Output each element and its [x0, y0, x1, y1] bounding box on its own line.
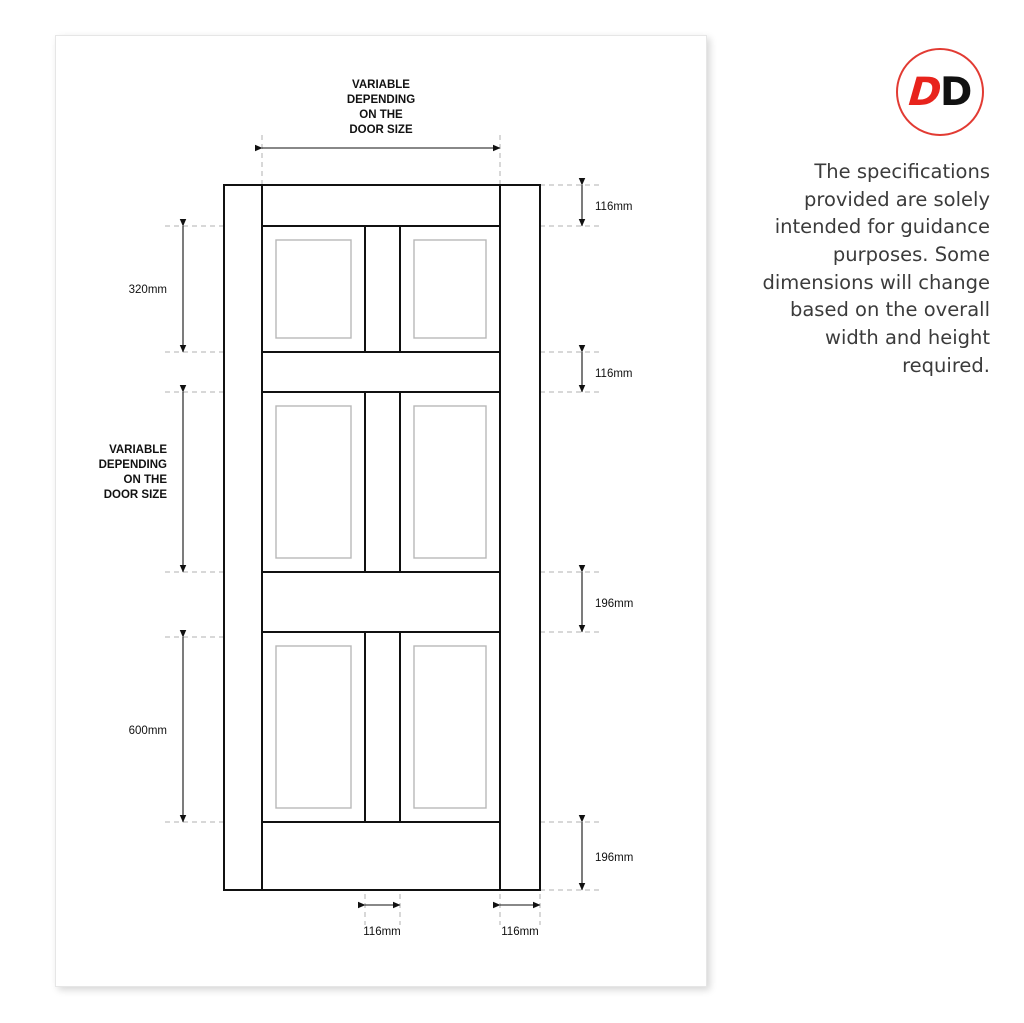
label-mid-rail-upper: 116mm — [595, 368, 633, 380]
label-muntin-width: 116mm — [363, 926, 401, 938]
label-top-rail: 116mm — [595, 201, 633, 213]
top-variable-line-1: VARIABLE — [352, 79, 410, 91]
specification-notice: The specifications provided are solely intended for guidance purposes. Some dimensions will change based on the overall width and height required. — [762, 160, 990, 377]
label-lower-panel-height: 600mm — [128, 725, 167, 737]
left-variable-label — [99, 444, 168, 501]
door-outer-frame — [224, 185, 540, 890]
label-bottom-rail: 196mm — [595, 852, 634, 864]
door-drawing-svg — [55, 35, 705, 985]
logo-letters — [896, 48, 984, 136]
door-elevation — [224, 185, 540, 890]
logo-letter-second: D — [940, 69, 972, 115]
left-variable-line-4: DOOR SIZE — [103, 489, 167, 501]
top-variable-label — [347, 79, 415, 136]
logo-letter-first: D — [906, 69, 942, 115]
top-variable-line-3: ON THE — [359, 109, 403, 121]
label-upper-panel-height: 320mm — [128, 284, 167, 296]
label-stile-width: 116mm — [501, 926, 539, 938]
top-variable-line-2: DEPENDING — [346, 94, 416, 106]
brand-logo[interactable] — [896, 48, 988, 140]
left-variable-line-3: ON THE — [123, 474, 167, 486]
door-technical-drawing — [55, 35, 705, 985]
info-column — [740, 40, 996, 377]
top-variable-line-4: DOOR SIZE — [349, 124, 413, 136]
left-variable-line-1: VARIABLE — [109, 444, 167, 456]
label-mid-rail-lower: 196mm — [595, 598, 634, 610]
left-variable-line-2: DEPENDING — [98, 459, 167, 471]
